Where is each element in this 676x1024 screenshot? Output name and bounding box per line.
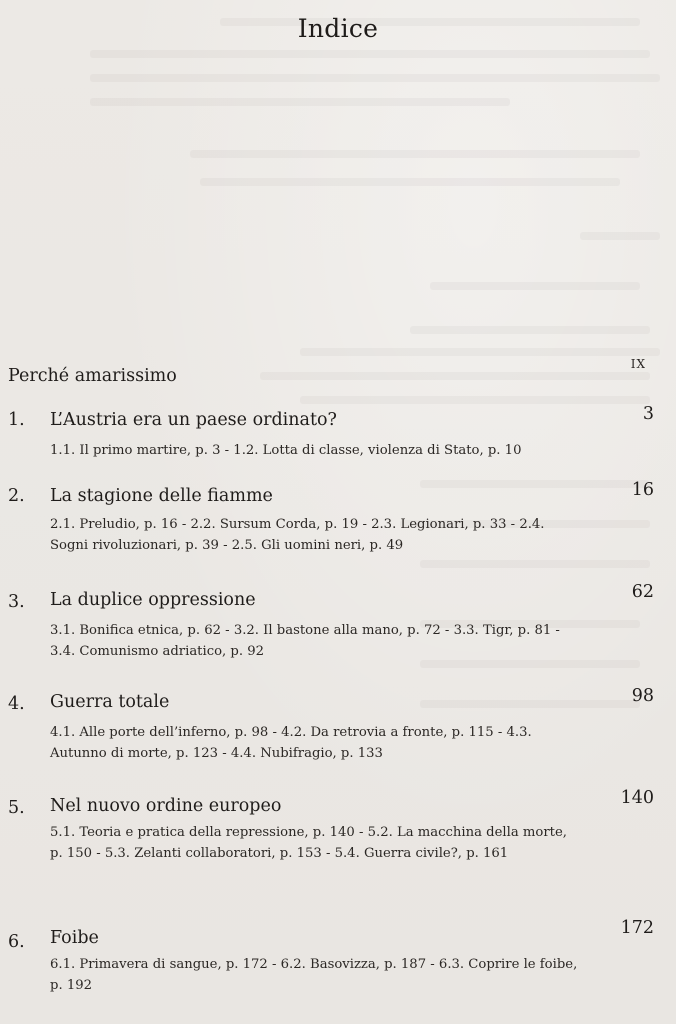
chapter-page-number: 98 (631, 686, 654, 706)
chapter-page-number: 172 (620, 918, 654, 938)
chapter-number: 5. (8, 798, 25, 818)
chapter-title: La stagione delle fiamme (50, 486, 273, 506)
chapter-title: La duplice oppressione (50, 590, 256, 610)
chapter-sections: 5.1. Teoria e pratica della repressione, p. 140 - 5.2. La macchina della morte, p. 150 - 5.3. Zelanti collaboratori, p. 153 - 5.4. Guerra civile?, p. 161 (50, 825, 567, 861)
chapter-page-number: 3 (642, 404, 654, 424)
chapter-title: L’Austria era un paese ordinato? (50, 410, 337, 430)
chapter-number: 3. (8, 592, 25, 612)
chapter-number: 1. (8, 410, 25, 430)
preface-entry (8, 366, 656, 386)
chapter-title: Guerra totale (50, 692, 170, 712)
chapter-number: 6. (8, 932, 25, 952)
chapter-number: 2. (8, 486, 25, 506)
page-title: Indice (297, 14, 379, 43)
chapter-sections: 4.1. Alle porte dell’inferno, p. 98 - 4.2. Da retrovia a fronte, p. 115 - 4.3. Autunno di morte, p. 123 - 4.4. Nubifragio, p. 133 (50, 725, 532, 761)
chapter-page-number: 140 (620, 788, 654, 808)
preface-page-number: IX (630, 357, 646, 371)
chapter-title: Nel nuovo ordine europeo (50, 796, 282, 816)
chapter-page-number: 62 (631, 582, 654, 602)
chapter-sections: 3.1. Bonifica etnica, p. 62 - 3.2. Il bastone alla mano, p. 72 - 3.3. Tigr, p. 81 - 3.4. Comunismo adriatico, p. 92 (50, 623, 560, 659)
chapter-page-number: 16 (631, 480, 654, 500)
preface-label: Perché amarissimo (8, 366, 177, 386)
chapter-number: 4. (8, 694, 25, 714)
chapter-sections: 1.1. Il primo martire, p. 3 - 1.2. Lotta di classe, violenza di Stato, p. 10 (50, 443, 522, 458)
chapter-title: Foibe (50, 928, 99, 948)
chapter-sections: 6.1. Primavera di sangue, p. 172 - 6.2. Basovizza, p. 187 - 6.3. Coprire le foibe, p. 192 (50, 957, 578, 993)
chapter-sections: 2.1. Preludio, p. 16 - 2.2. Sursum Corda, p. 19 - 2.3. Legionari, p. 33 - 2.4. Sogni rivoluzionari, p. 39 - 2.5. Gli uomini neri, p. 49 (50, 517, 545, 553)
